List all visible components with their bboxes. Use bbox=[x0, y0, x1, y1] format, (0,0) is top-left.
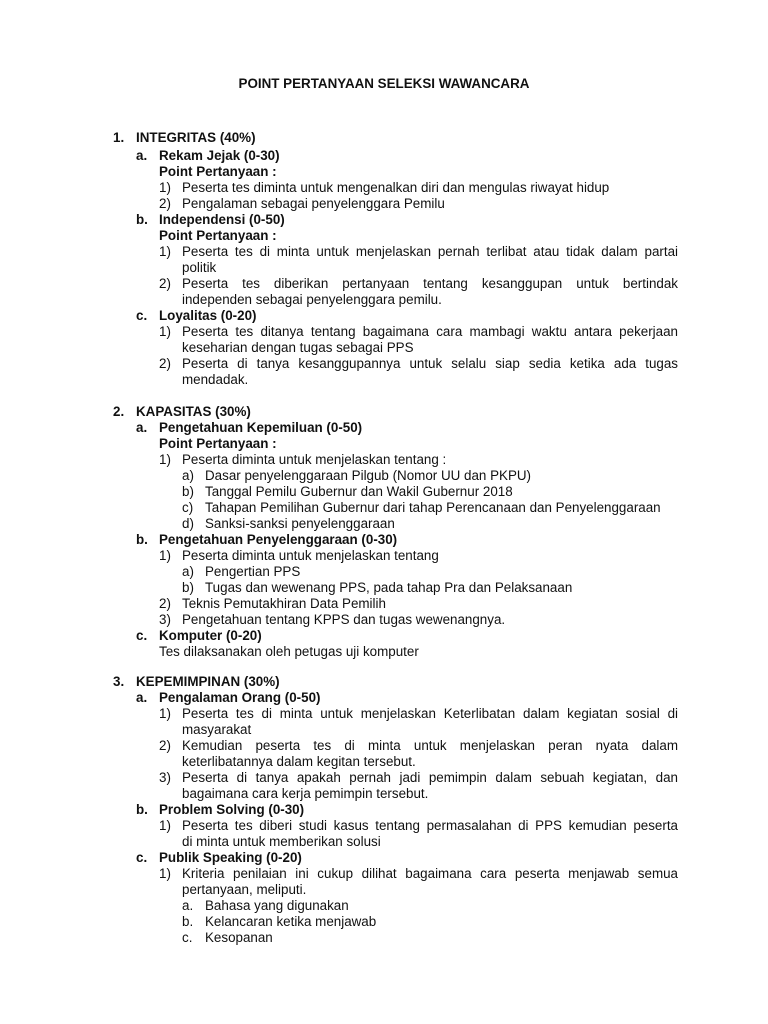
point-text: Peserta diminta untuk menjelaskan tentang : bbox=[182, 452, 447, 467]
item-letter: a. bbox=[136, 420, 148, 435]
subpoint-number: a. bbox=[182, 898, 194, 913]
document-title: POINT PERTANYAAN SELEKSI WAWANCARA bbox=[238, 76, 530, 91]
point-text: Peserta tes diminta untuk mengenalkan diri dan mengulas riwayat hidup bbox=[182, 180, 610, 195]
subpoint-number: b. bbox=[182, 914, 194, 929]
item-heading: Pengalaman Orang (0-50) bbox=[159, 690, 321, 705]
point-text: Peserta tes ditanya tentang bagaimana cara mambagi waktu antara pekerjaan bbox=[182, 324, 678, 339]
subpoint-text: Dasar penyelenggaraan Pilgub (Nomor UU dan PKPU) bbox=[205, 468, 532, 483]
point-text: Kemudian peserta tes di minta untuk menjelaskan peran nyata dalam bbox=[182, 738, 678, 753]
point-number: 3) bbox=[159, 612, 171, 627]
item-subheading: Point Pertanyaan : bbox=[159, 228, 277, 243]
point-number: 2) bbox=[159, 596, 171, 611]
point-number: 2) bbox=[159, 738, 171, 753]
subpoint-number: b) bbox=[182, 484, 194, 499]
point-text: Peserta tes diberi studi kasus tentang permasalahan di PPS kemudian peserta bbox=[182, 818, 678, 833]
section-heading: INTEGRITAS (40%) bbox=[136, 130, 256, 145]
point-number: 3) bbox=[159, 770, 171, 785]
point-text: Peserta tes diberikan pertanyaan tentang kesanggupan untuk bertindak bbox=[182, 276, 678, 291]
point-text-continued: di minta untuk memberikan solusi bbox=[182, 834, 381, 849]
item-letter: c. bbox=[136, 850, 148, 865]
item-heading: Rekam Jejak (0-30) bbox=[159, 148, 280, 163]
point-number: 1) bbox=[159, 244, 171, 259]
item-subheading: Point Pertanyaan : bbox=[159, 436, 277, 451]
item-letter: b. bbox=[136, 532, 148, 547]
point-number: 1) bbox=[159, 706, 171, 721]
section-heading: KEPEMIMPINAN (30%) bbox=[136, 674, 280, 689]
point-number: 1) bbox=[159, 180, 171, 195]
subpoint-text: Bahasa yang digunakan bbox=[205, 898, 349, 913]
section-heading: KAPASITAS (30%) bbox=[136, 404, 251, 419]
subpoint-number: d) bbox=[182, 516, 194, 531]
subpoint-text: Tanggal Pemilu Gubernur dan Wakil Gubernur 2018 bbox=[205, 484, 513, 499]
subpoint-text: Sanksi-sanksi penyelenggaraan bbox=[205, 516, 395, 531]
item-letter: c. bbox=[136, 628, 148, 643]
item-letter: c. bbox=[136, 308, 148, 323]
subpoint-number: a) bbox=[182, 468, 194, 483]
point-text-continued: keterlibatannya dalam kegitan tersebut. bbox=[182, 754, 416, 769]
item-heading: Independensi (0-50) bbox=[159, 212, 285, 227]
subpoint-number: b) bbox=[182, 580, 194, 595]
point-text-continued: pertanyaan, meliputi. bbox=[182, 882, 307, 897]
section-number: 3. bbox=[113, 674, 125, 689]
point-number: 2) bbox=[159, 196, 171, 211]
point-text-continued: bagaimana cara kerja pemimpin tersebut. bbox=[182, 786, 429, 801]
point-number: 1) bbox=[159, 818, 171, 833]
point-number: 1) bbox=[159, 324, 171, 339]
point-text: Teknis Pemutakhiran Data Pemilih bbox=[182, 596, 386, 611]
point-text: Peserta diminta untuk menjelaskan tentang bbox=[182, 548, 439, 563]
subpoint-number: a) bbox=[182, 564, 194, 579]
point-number: 1) bbox=[159, 866, 171, 881]
point-text: Peserta tes di minta untuk menjelaskan pernah terlibat atau tidak dalam partai bbox=[182, 244, 678, 259]
item-letter: b. bbox=[136, 212, 148, 227]
point-text-continued: mendadak. bbox=[182, 372, 249, 387]
item-heading: Loyalitas (0-20) bbox=[159, 308, 257, 323]
item-note: Tes dilaksanakan oleh petugas uji komputer bbox=[159, 644, 419, 659]
subpoint-text: Pengertian PPS bbox=[205, 564, 301, 579]
subpoint-text: Tugas dan wewenang PPS, pada tahap Pra dan Pelaksanaan bbox=[205, 580, 573, 595]
item-letter: a. bbox=[136, 690, 148, 705]
point-text: Peserta di tanya kesanggupannya untuk selalu siap sedia ketika ada tugas bbox=[182, 356, 678, 371]
subpoint-text: Kelancaran ketika menjawab bbox=[205, 914, 377, 929]
point-text-continued: keseharian dengan tugas sebagai PPS bbox=[182, 340, 414, 355]
item-heading: Publik Speaking (0-20) bbox=[159, 850, 302, 865]
subpoint-text: Kesopanan bbox=[205, 930, 273, 945]
item-heading: Problem Solving (0-30) bbox=[159, 802, 305, 817]
item-heading: Pengetahuan Penyelenggaraan (0-30) bbox=[159, 532, 398, 547]
item-heading: Pengetahuan Kepemiluan (0-50) bbox=[159, 420, 363, 435]
subpoint-number: c. bbox=[182, 930, 193, 945]
item-heading: Komputer (0-20) bbox=[159, 628, 262, 643]
item-letter: a. bbox=[136, 148, 148, 163]
section-number: 1. bbox=[113, 130, 125, 145]
item-subheading: Point Pertanyaan : bbox=[159, 164, 277, 179]
point-text: Peserta tes di minta untuk menjelaskan Keterlibatan dalam kegiatan sosial di bbox=[182, 706, 678, 721]
point-text-continued: politik bbox=[182, 260, 217, 275]
point-number: 2) bbox=[159, 276, 171, 291]
subpoint-text: Tahapan Pemilihan Gubernur dari tahap Perencanaan dan Penyelenggaraan bbox=[205, 500, 661, 515]
point-number: 1) bbox=[159, 452, 171, 467]
point-text: Peserta di tanya apakah pernah jadi pemimpin dalam sebuah kegiatan, dan bbox=[182, 770, 678, 785]
point-number: 1) bbox=[159, 548, 171, 563]
point-text-continued: masyarakat bbox=[182, 722, 252, 737]
point-number: 2) bbox=[159, 356, 171, 371]
point-text: Kriteria penilaian ini cukup dilihat bagaimana cara peserta menjawab semua bbox=[182, 866, 678, 881]
section-number: 2. bbox=[113, 404, 125, 419]
point-text: Pengalaman sebagai penyelenggara Pemilu bbox=[182, 196, 445, 211]
subpoint-number: c) bbox=[182, 500, 194, 515]
point-text: Pengetahuan tentang KPPS dan tugas wewenangnya. bbox=[182, 612, 506, 627]
point-text-continued: independen sebagai penyelenggara pemilu. bbox=[182, 292, 442, 307]
item-letter: b. bbox=[136, 802, 148, 817]
